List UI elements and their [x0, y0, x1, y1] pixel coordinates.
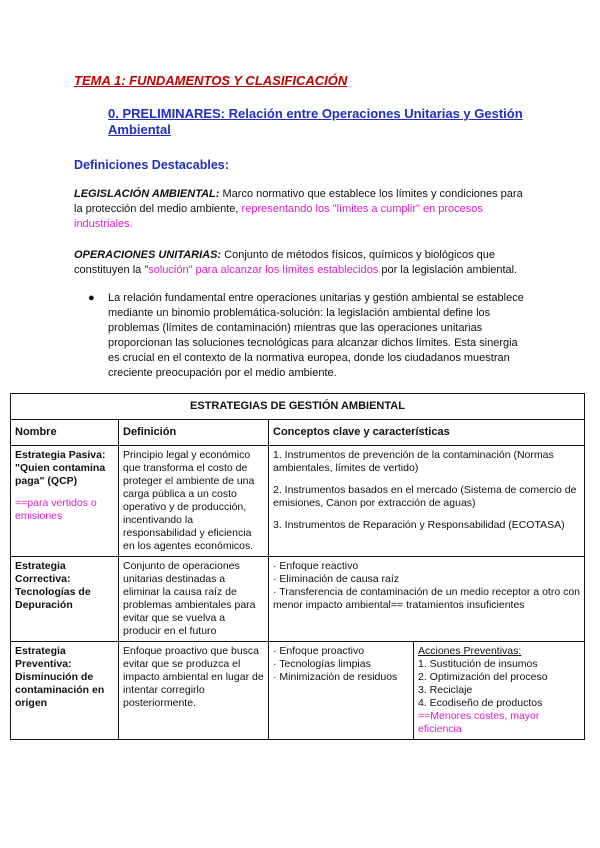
- concept-item: 3. Instrumentos de Reparación y Responsabilidad (ECOTASA): [273, 519, 565, 531]
- page-title: TEMA 1: FUNDAMENTOS Y CLASIFICACIÓN: [74, 73, 348, 88]
- concept-item: 2. Instrumentos basados en el mercado (Sistema de comercio de emisiones, Canon por extracción de aguas): [273, 484, 577, 509]
- strategy-name: Estrategia Correctiva: Tecnologías de Depuración: [11, 557, 119, 642]
- strategy-name-cell: [11, 446, 119, 557]
- highlight-text: solución" para alcanzar los límites establecidos: [148, 264, 379, 276]
- strategy-definition: Principio legal y económico que transforma el costo de proteger el ambiente de una carga pública a un costo operativo y de producción, incentivando la responsabilidad y eficiencia en los agentes económicos.: [119, 446, 269, 557]
- definition-legislacion: [74, 187, 524, 232]
- bullet-item: [88, 291, 528, 381]
- action-item: 4. Ecodiseño de productos: [418, 697, 543, 709]
- strategy-definition: Enfoque proactivo que busca evitar que se produzca el impacto ambiental en lugar de intentar corregirlo posteriormente.: [119, 642, 269, 740]
- strategy-concepts: [269, 446, 585, 557]
- concept-item: · Eliminación de causa raíz: [273, 573, 400, 585]
- preventive-actions: [414, 642, 585, 740]
- concept-item: · Enfoque reactivo: [273, 560, 359, 572]
- strategies-table: [10, 393, 585, 740]
- strategy-name: Estrategia Pasiva: "Quien contamina paga" (QCP): [15, 449, 106, 487]
- concept-item: 1. Instrumentos de prevención de la contaminación (Normas ambientales, límites de vertido): [273, 449, 554, 474]
- definition-text: Marco normativo que establece los límites y condiciones para la protección del medio ambiente,: [74, 188, 523, 215]
- strategy-note: ==para vertidos o emisiones: [15, 497, 97, 522]
- action-item: 2. Optimización del proceso: [418, 671, 548, 683]
- concept-item: · Transferencia de contaminación de un medio receptor a otro con menor impacto ambiental== tratamientos insuficientes: [273, 586, 581, 611]
- term-operaciones: OPERACIONES UNITARIAS:: [74, 249, 222, 261]
- definition-text: Conjunto de métodos físicos, químicos y biológicos que constituyen la ": [74, 249, 496, 276]
- concept-item: · Tecnologías limpias: [273, 658, 371, 670]
- table-row: [11, 446, 585, 557]
- definition-text: por la legislación ambiental.: [378, 264, 518, 276]
- column-header: Nombre: [11, 420, 119, 446]
- action-item: 1. Sustitución de insumos: [418, 658, 538, 670]
- term-legislacion: LEGISLACIÓN AMBIENTAL:: [74, 188, 220, 200]
- concept-item: · Minimización de residuos: [273, 671, 398, 683]
- bullet-icon: ●: [88, 292, 95, 304]
- actions-title: Acciones Preventivas:: [418, 645, 522, 657]
- definitions-heading: Definiciones Destacables:: [74, 158, 229, 172]
- bullet-text: La relación fundamental entre operaciones unitarias y gestión ambiental se establece mediante un binomio problemática-solución: la legislación ambiental define los problemas (límites de contaminación) mientras que las operaciones unitarias proporcionan las soluciones tecnológicas para alcanzar dichos límites. Esta sinergia es crucial en el contexto de la normativa europea, donde los ciudadanos muestran creciente preocupación por el medio ambiente.: [108, 292, 524, 379]
- actions-note: ==Menores costes, mayor eficiencia: [418, 710, 540, 735]
- strategy-definition: Conjunto de operaciones unitarias destinadas a eliminar la causa raíz de problemas ambientales para evitar que se vuelva a producir en el futuro: [119, 557, 269, 642]
- strategy-name: Estrategia Preventiva: Disminución de contaminación en origen: [11, 642, 119, 740]
- action-item: 3. Reciclaje: [418, 684, 473, 696]
- column-header: Definición: [119, 420, 269, 446]
- strategy-concepts: [269, 557, 585, 642]
- definition-operaciones: [74, 248, 524, 278]
- section-subtitle: 0. PRELIMINARES: Relación entre Operaciones Unitarias y Gestión Ambiental: [108, 106, 523, 137]
- table-row: [11, 642, 585, 740]
- concept-item: · Enfoque proactivo: [273, 645, 365, 657]
- column-header: Conceptos clave y características: [269, 420, 585, 446]
- table-row: [11, 557, 585, 642]
- table-title: ESTRATEGIAS DE GESTIÓN AMBIENTAL: [11, 394, 585, 420]
- highlight-text: representando los "límites a cumplir" en procesos industriales.: [74, 203, 483, 230]
- strategy-concepts: [269, 642, 414, 740]
